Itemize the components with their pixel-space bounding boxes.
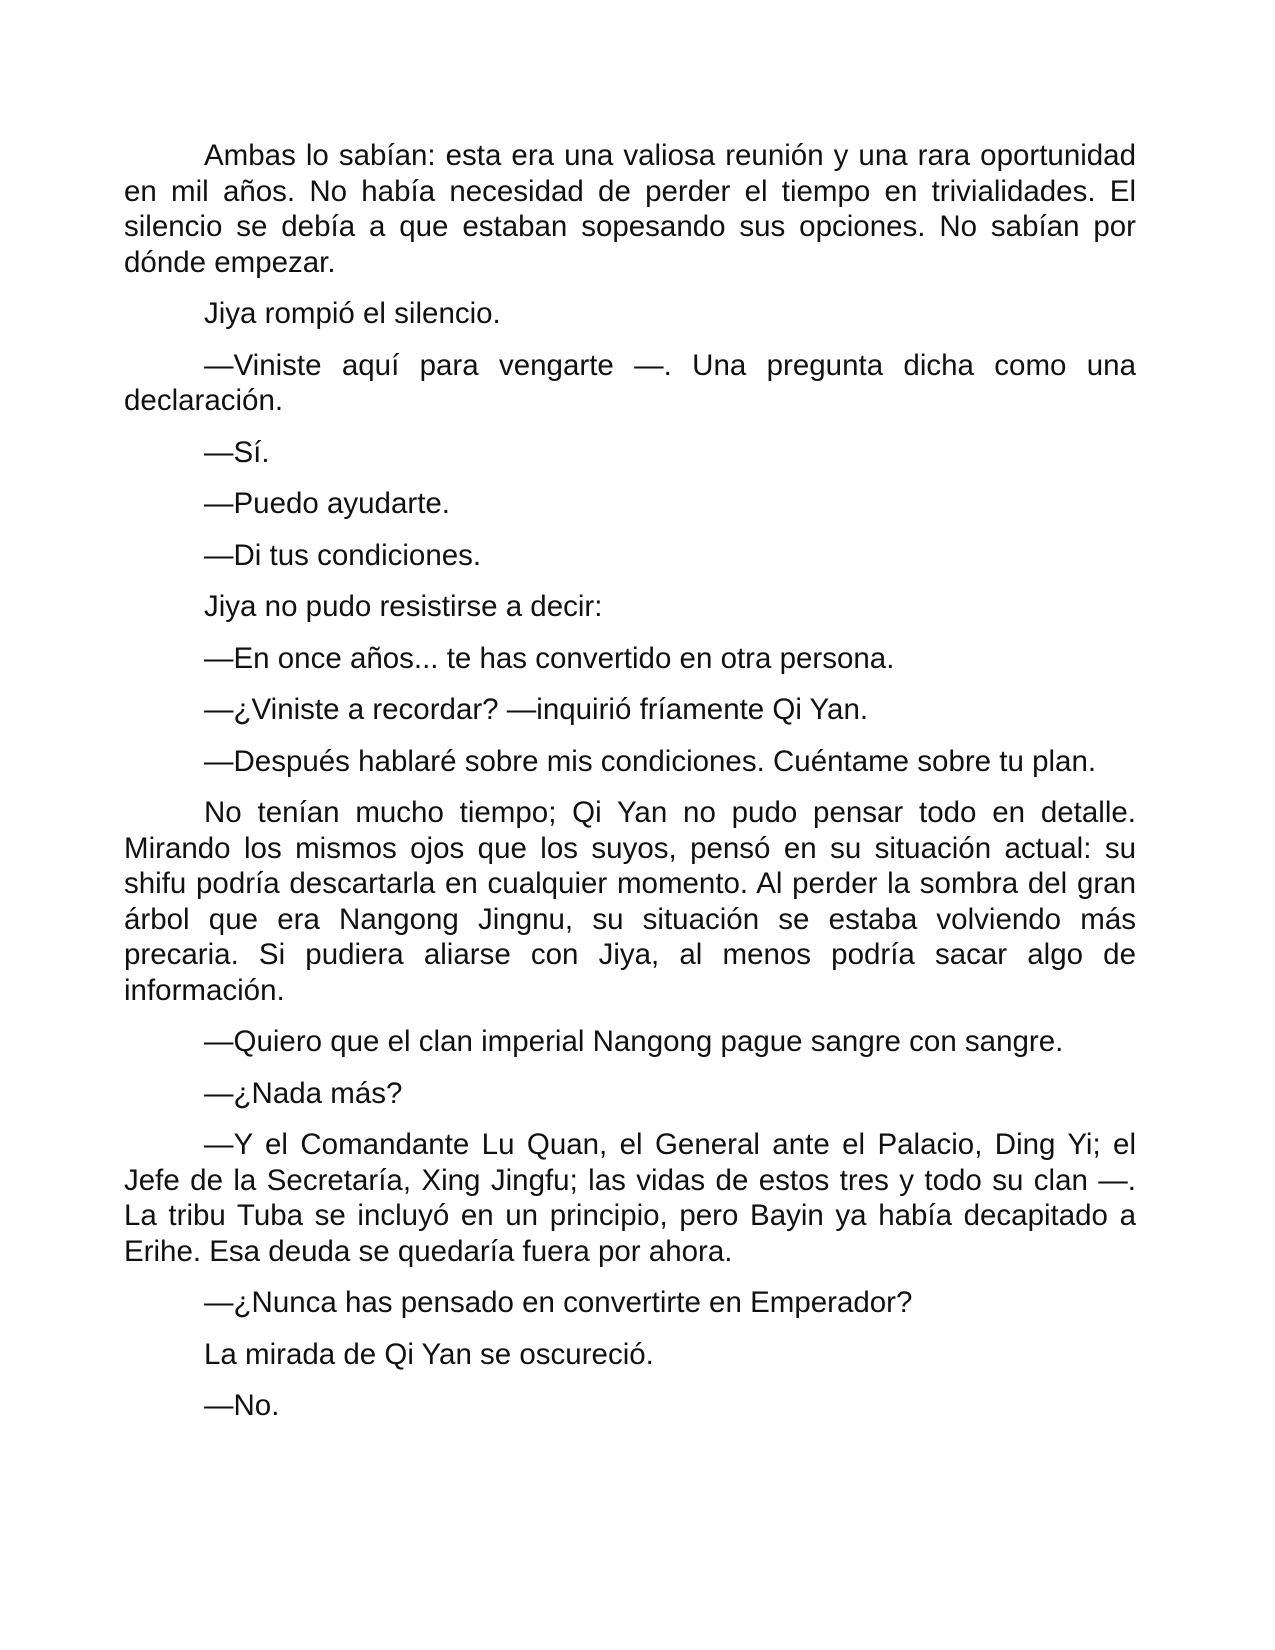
paragraph-3: —Viniste aquí para vengarte —. Una pregunta dicha como una declaración.	[124, 348, 1136, 417]
paragraph-16: La mirada de Qi Yan se oscureció.	[204, 1337, 654, 1371]
paragraph-10: —Después hablaré sobre mis condiciones. Cuéntame sobre tu plan.	[204, 744, 1097, 778]
paragraph-6: —Di tus condiciones.	[204, 538, 482, 572]
paragraph-14: —Y el Comandante Lu Quan, el General ante el Palacio, Ding Yi; el Jefe de la Secretaría, Xing Jingfu; las vidas de estos tres y todo su clan —. La tribu Tuba se incluyó en un principio, pero Bayin ya había decapitado a Erihe. Esa deuda se quedaría fuera por ahora.	[124, 1128, 1136, 1268]
paragraph-11: No tenían mucho tiempo; Qi Yan no pudo pensar todo en detalle. Mirando los mismos ojos que los suyos, pensó en su situación actual: su shifu podría descartarla en cualquier momento. Al perder la sombra del gran árbol que era Nangong Jingnu, su situación se estaba volviendo más precaria. Si pudiera aliarse con Jiya, al menos podría sacar algo de información.	[124, 796, 1136, 1007]
paragraph-12: —Quiero que el clan imperial Nangong pague sangre con sangre.	[204, 1025, 1064, 1058]
paragraph-13: —¿Nada más?	[204, 1076, 403, 1110]
paragraph-7: Jiya no pudo resistirse a decir:	[204, 590, 603, 623]
paragraph-1: Ambas lo sabían: esta era una valiosa reunión y una rara oportunidad en mil años. No había necesidad de perder el tiempo en trivialidades. El silencio se debía a que estaban sopesando sus opciones. No sabían por dónde empezar.	[124, 139, 1136, 279]
paragraph-5: —Puedo ayudarte.	[204, 487, 450, 520]
paragraph-15: —¿Nunca has pensado en convertirte en Emperador?	[204, 1286, 913, 1319]
paragraph-8: —En once años... te has convertido en otra persona.	[204, 641, 895, 675]
document-page	[124, 138, 1136, 1440]
paragraph-17: —No.	[204, 1389, 280, 1422]
paragraph-4: —Sí.	[204, 435, 270, 469]
paragraph-2: Jiya rompió el silencio.	[204, 297, 501, 330]
paragraph-9: —¿Viniste a recordar? —inquirió fríamente Qi Yan.	[204, 693, 869, 726]
